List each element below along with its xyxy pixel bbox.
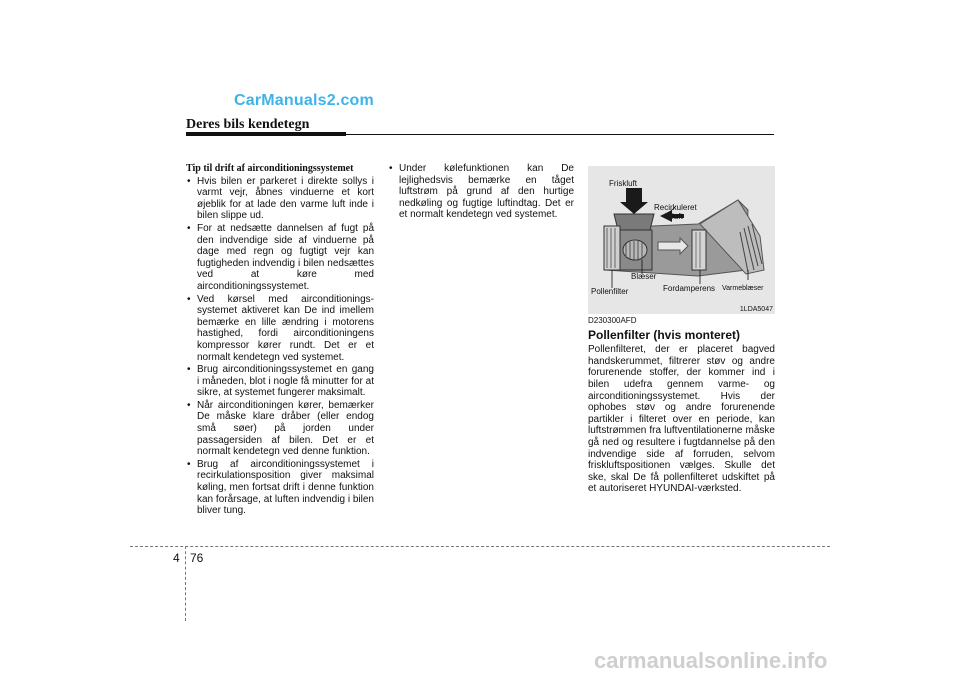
list-item: • Ved kørsel med airconditionings-systemet aktiveret kan De ind imellem bemærke en lille ændring i motorens hastighed, fordi airconditioningens kompressor kører rundt. Det er et normalt kendetegn ved systemet.: [186, 294, 374, 364]
list-item: • Brug af airconditioningssystemet i recirkulationsposition giver maksimal køling, men fortsat drift i denne funktion kan forårsage, at luften indvendig i bilen bliver tung.: [186, 459, 374, 517]
pollen-column: [588, 315, 775, 495]
pollen-heading: Pollenfilter (hvis monteret): [588, 327, 741, 342]
list-item: • Brug airconditioningssystemet en gang i måneden, blot i nogle få minutter for at sikre, at systemet fungerer maksimalt.: [186, 364, 374, 399]
header-rule-accent: [186, 132, 346, 136]
label-recirkuleret: Recirkuleret: [654, 203, 697, 212]
list-item: • For at nedsætte dannelsen af fugt på den indvendige side af vinduerne på dage med regn og fugtigt vejr kan fugtigheden indvendig i bilen nedsættes ved at køre med airconditioningssystemet.: [186, 223, 374, 293]
tips-list-continued: [388, 163, 574, 221]
list-item: • Når airconditioningen kører, bemærker De måske klare dråber (eller endog små søer) på jorden under passagersiden af bilen. Det er et normalt kendetegn ved denne funktion.: [186, 400, 374, 458]
list-item: • Hvis bilen er parkeret i direkte sollys i varmt vejr, åbnes vinduerne et kort øjeblik for at lade den varme luft inde i bilen slippe ud.: [186, 176, 374, 222]
hvac-diagram: [588, 166, 775, 314]
pollen-code: D230300AFD: [588, 316, 637, 325]
tips-column-middle: [388, 163, 574, 222]
label-blaeser: Blæser: [631, 272, 657, 281]
tips-heading: Tip til drift af airconditioningssystemet: [186, 163, 354, 174]
watermark-bottom: carmanualsonline.info: [594, 648, 828, 673]
watermark-top: CarManuals2.com: [234, 92, 374, 109]
label-varmeblaeser: Varmeblæser: [722, 285, 764, 292]
label-pollenfilter: Pollenfilter: [591, 287, 629, 296]
figure-code: 1LDA5047: [739, 306, 773, 313]
page-number: 76: [190, 551, 204, 565]
label-fordamperens: Fordamperens: [663, 284, 716, 293]
list-item: • Under kølefunktionen kan De lejlighedsvis bemærke en tåget luftstrøm på grund af den hurtige nedkøling og fugtige luftindtag. Det er et normalt kendetegn ved systemet.: [388, 163, 574, 221]
section-title: Deres bils kendetegn: [186, 117, 310, 132]
tips-list: [186, 176, 374, 517]
tips-column-left: [186, 163, 374, 518]
pollen-body: Pollenfilteret, der er placeret bagved handskerummet, filtrerer støv og andre forurenende stoffer, der kommer ind i bilen udefra gennem varme- og airconditioningssystemet. Hvis der ophobes støv og andre forurenende partikler i filteret over en periode, kan luftstrømmen fra luftventilationerne måske gå ned og resultere i fugtdannelse på den indvendige side af forruden, selvom friskluftspositionen vælges. Skulle det ske, skal De få pollenfilteret udskiftet på et autoriseret HYUNDAI-værksted.: [588, 344, 775, 495]
page-chapter: 4: [173, 551, 180, 565]
label-recirkuleret-luft: luft: [672, 212, 683, 221]
footer-divider: [185, 546, 186, 621]
footer-rule: [130, 546, 830, 547]
label-friskluft: Friskluft: [609, 179, 637, 188]
